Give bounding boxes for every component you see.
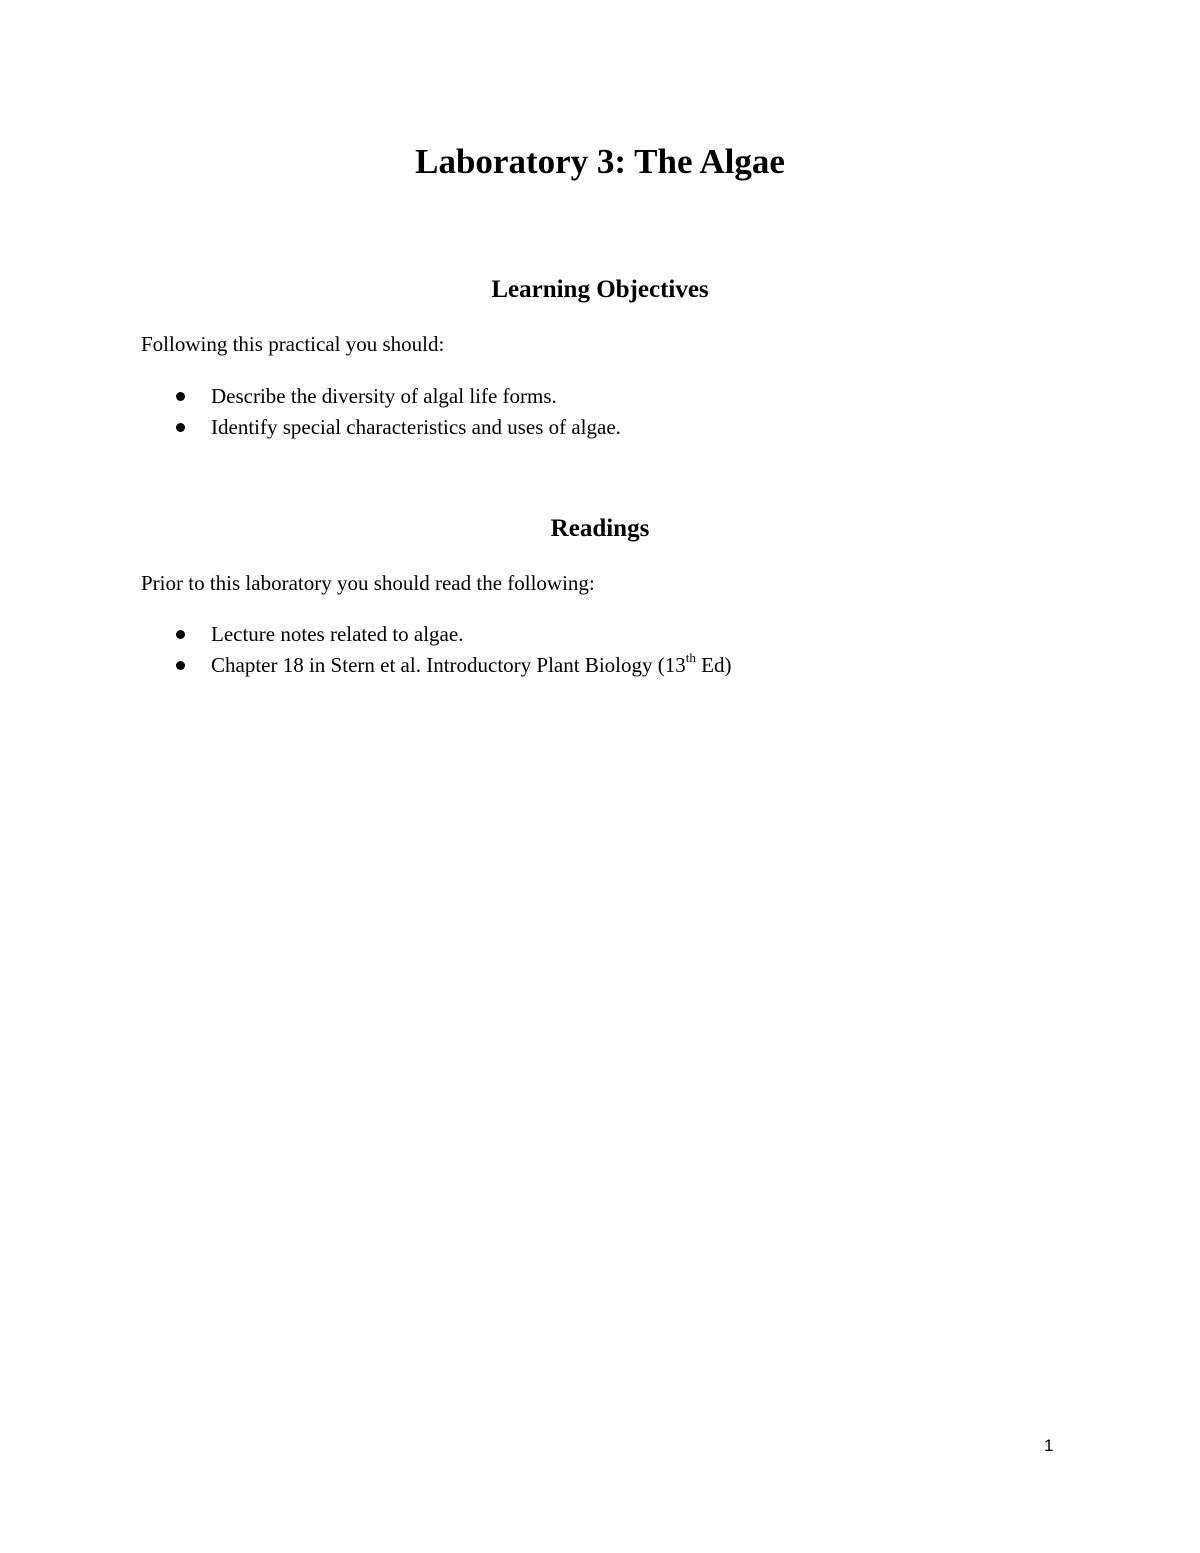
- page-title: Laboratory 3: The Algae: [415, 142, 785, 181]
- list-item-text: [211, 651, 731, 679]
- readings-intro: Prior to this laboratory you should read the following:: [141, 571, 595, 595]
- readings-heading: Readings: [550, 515, 650, 542]
- page-number: 1: [1044, 1436, 1054, 1455]
- learning-objectives-intro: Following this practical you should:: [141, 332, 445, 356]
- list-item-text: Describe the diversity of algal life forms.: [211, 384, 557, 408]
- edition-superscript: th: [685, 650, 696, 665]
- bullet-icon: [176, 630, 185, 639]
- reading-citation-end: Ed): [695, 653, 732, 677]
- list-item-text: Identify special characteristics and uses of algae.: [211, 415, 621, 439]
- bullet-icon: [176, 423, 185, 432]
- list-item-text: Lecture notes related to algae.: [211, 622, 464, 646]
- learning-objectives-heading: Learning Objectives: [491, 276, 709, 303]
- reading-citation-text: Chapter 18 in Stern et al. Introductory Plant Biology (13: [211, 653, 686, 677]
- bullet-icon: [176, 661, 185, 670]
- bullet-icon: [176, 392, 185, 401]
